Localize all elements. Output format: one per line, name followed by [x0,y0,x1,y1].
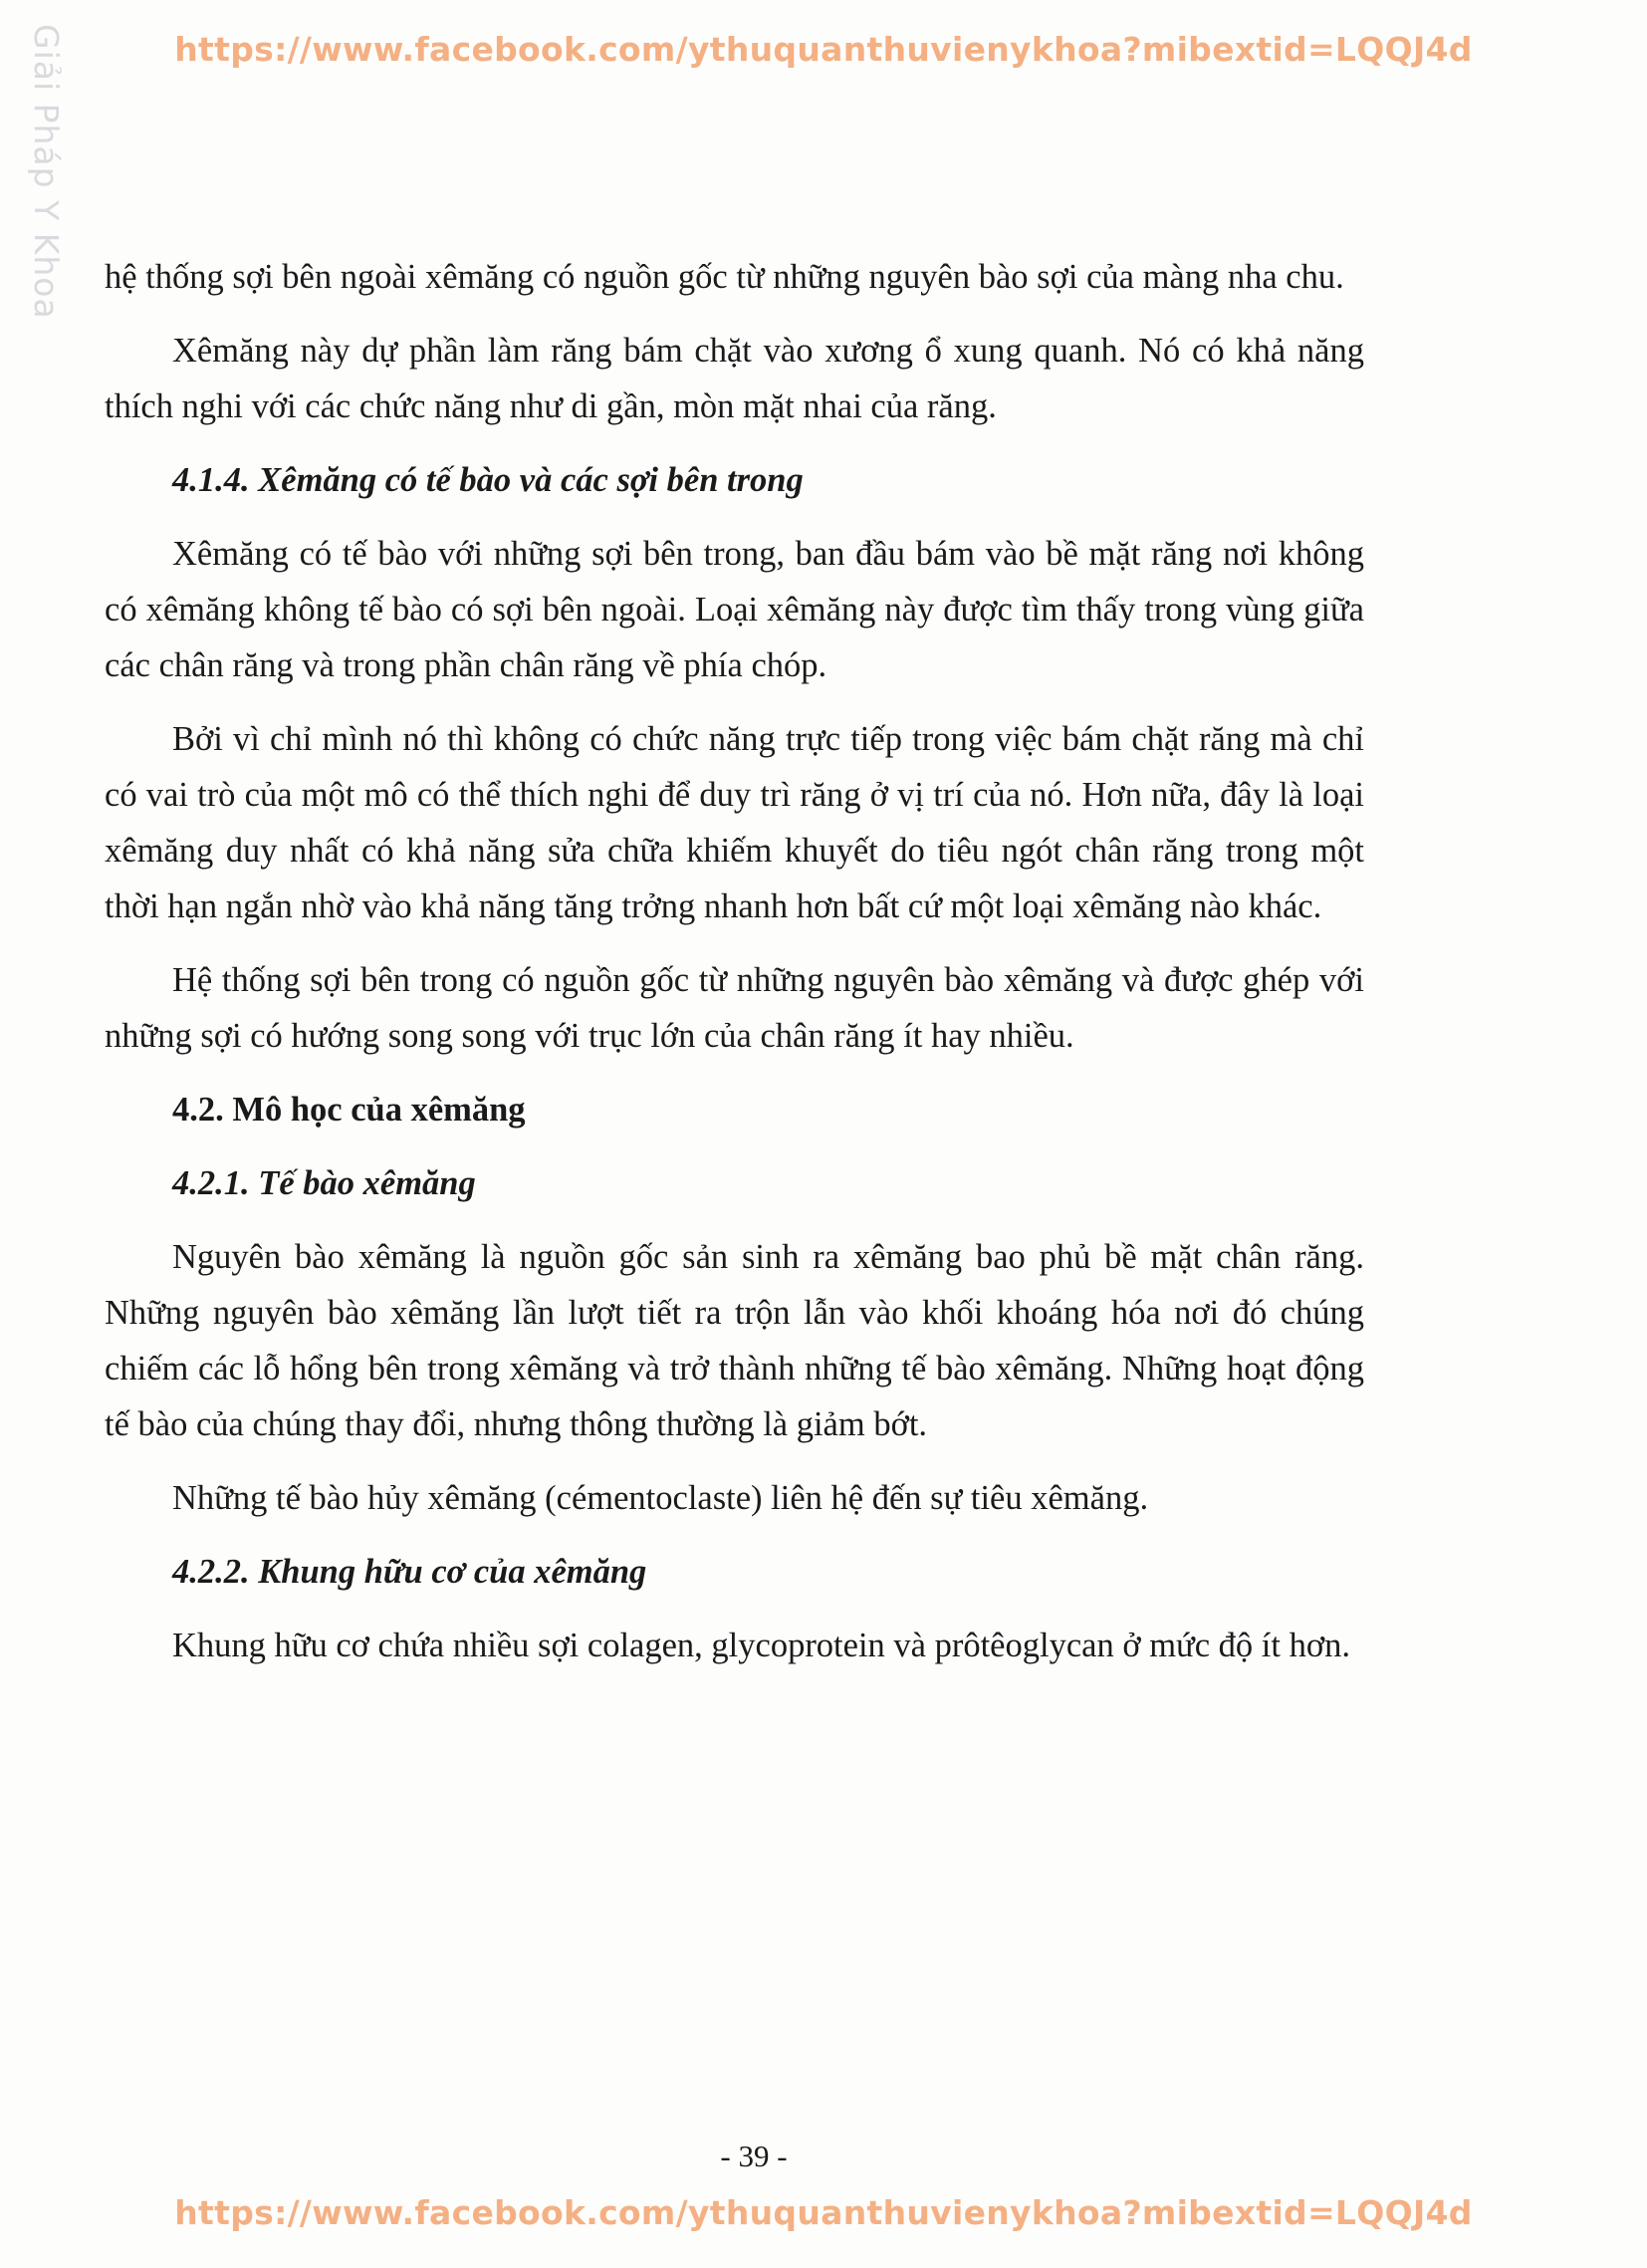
heading-4-2: 4.2. Mô học của xêmăng [172,1091,526,1129]
side-watermark [14,18,84,337]
paragraph-8: Khung hữu cơ chứa nhiều sợi colagen, glycoprotein và prôtêoglycan ở mức độ ít hơn. [172,1627,1350,1664]
paragraph-7: Những tế bào hủy xêmăng (cémentoclaste) liên hệ đến sự tiêu xêmăng. [172,1479,1149,1517]
page-content [105,249,1364,1691]
paragraph-2: Xêmăng này dự phần làm răng bám chặt vào xương ổ xung quanh. Nó có khả năng thích nghi với các chức năng như di gần, mòn mặt nhai của răng. [105,332,1364,425]
heading-4-2-1: 4.2.1. Tế bào xêmăng [172,1164,476,1202]
side-watermark-text: Giải Pháp Y Khoa [27,24,66,320]
heading-4-2-2: 4.2.2. Khung hữu cơ của xêmăng [172,1553,647,1591]
watermark-url-bottom: https://www.facebook.com/ythuquanthuvienykhoa?mibextid=LQQJ4d [174,2193,1473,2232]
paragraph-6: Nguyên bào xêmăng là nguồn gốc sản sinh ra xêmăng bao phủ bề mặt chân răng. Những nguyên bào xêmăng lần lượt tiết ra trộn lẫn vào khối khoáng hóa nơi đó chúng chiếm các lỗ hổng bên trong xêmăng và trở thành những tế bào xêmăng. Những hoạt động tế bào của chúng thay đổi, nhưng thông thường là giảm bớt. [105,1238,1364,1443]
paragraph-5: Hệ thống sợi bên trong có nguồn gốc từ những nguyên bào xêmăng và được ghép với những sợi có hướng song song với trục lớn của chân răng ít hay nhiều. [105,961,1364,1055]
watermark-url-top: https://www.facebook.com/ythuquanthuvienykhoa?mibextid=LQQJ4d [174,30,1473,69]
paragraph-1: hệ thống sợi bên ngoài xêmăng có nguồn gốc từ những nguyên bào sợi của màng nha chu. [105,258,1344,296]
paragraph-4: Bởi vì chỉ mình nó thì không có chức năng trực tiếp trong việc bám chặt răng mà chỉ có vai trò của một mô có thể thích nghi để duy trì răng ở vị trí của nó. Hơn nữa, đây là loại xêmăng duy nhất có khả năng sửa chữa khiếm khuyết do tiêu ngót chân răng trong một thời hạn ngắn nhờ vào khả năng tăng trởng nhanh hơn bất cứ một loại xêmăng nào khác. [105,720,1364,925]
heading-4-1-4: 4.1.4. Xêmăng có tế bào và các sợi bên trong [172,461,804,499]
paragraph-3: Xêmăng có tế bào với những sợi bên trong, ban đầu bám vào bề mặt răng nơi không có xêmăng không tế bào có sợi bên ngoài. Loại xêmăng này được tìm thấy trong vùng giữa các chân răng và trong phần chân răng về phía chóp. [105,535,1364,684]
page-number: - 39 - [720,2139,788,2173]
